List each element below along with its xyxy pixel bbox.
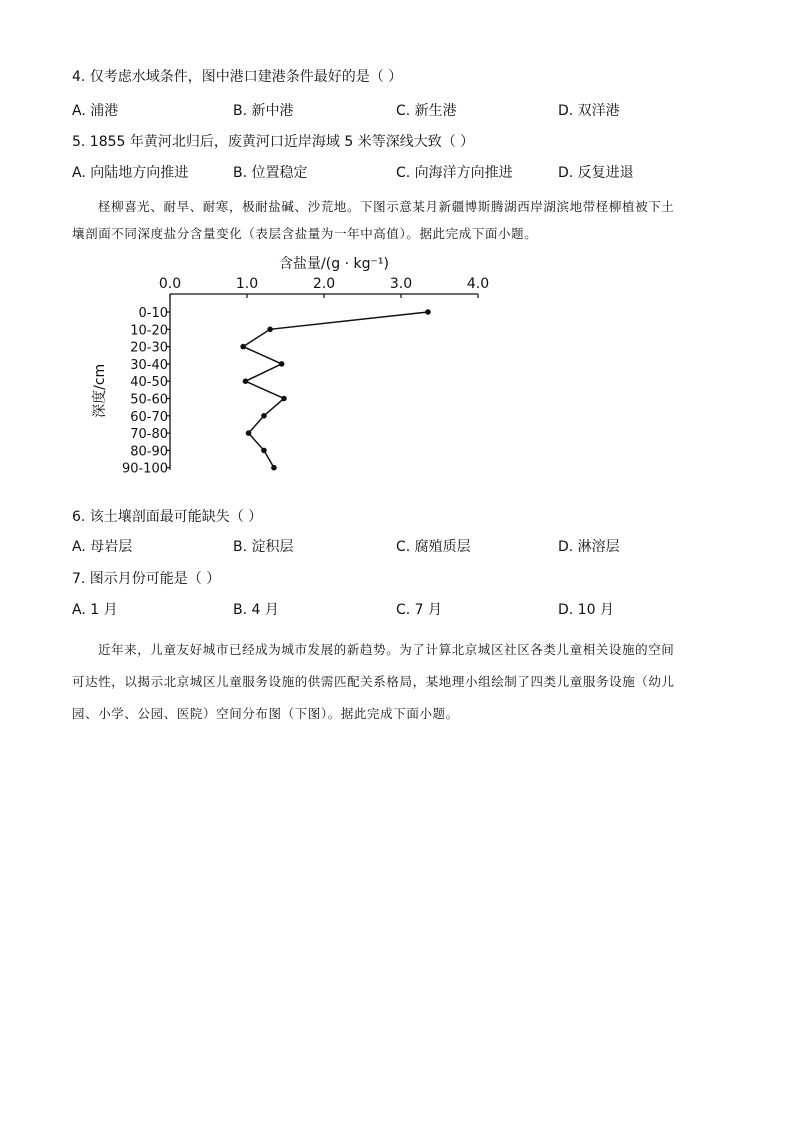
question-6-option-c: C. 腐殖质层 xyxy=(396,539,471,555)
chart-x-tick-label: 1.0 xyxy=(235,276,259,292)
question-5-option-a: A. 向陆地方向推进 xyxy=(72,165,189,181)
chart-x-tick-label: 4.0 xyxy=(466,276,490,292)
question-6-stem: 6. 该土壤剖面最可能缺失（ ） xyxy=(72,509,263,525)
chart-data-point xyxy=(425,309,431,315)
intro-paragraph-child-friendly-city xyxy=(72,640,722,720)
chart-y-tick-label: 60-70 xyxy=(130,409,168,425)
chart-y-tick-label: 90-100 xyxy=(121,461,168,477)
chart-data-point xyxy=(261,413,267,419)
chart-data-point xyxy=(261,448,267,454)
chart-data-point xyxy=(240,344,246,350)
question-5-stem: 5. 1855 年黄河北归后，废黄河口近岸海域 5 米等深线大致（ ） xyxy=(72,134,475,150)
question-5-option-d: D. 反复进退 xyxy=(558,165,634,181)
chart-x-axis-title: 含盐量/(g · kg⁻¹) xyxy=(279,256,389,272)
question-7-option-b: B. 4 月 xyxy=(233,602,279,618)
intro-line: 近年来，儿童友好城市已经成为城市发展的新趋势。为了计算北京城区社区各类儿童相关设施的空间 xyxy=(98,642,675,657)
chart-y-tick-label: 80-90 xyxy=(130,444,168,460)
chart-y-tick-label: 30-40 xyxy=(130,357,168,373)
chart-y-tick-label: 0-10 xyxy=(138,306,168,321)
question-7-stem: 7. 图示月份可能是（ ） xyxy=(72,571,221,587)
chart-y-tick-label: 70-80 xyxy=(130,427,168,443)
chart-data-point xyxy=(246,430,252,436)
question-6-option-d: D. 淋溶层 xyxy=(558,539,620,555)
chart-y-tick-label: 20-30 xyxy=(130,340,168,356)
chart-series-line xyxy=(243,312,428,468)
question-7-option-a: A. 1 月 xyxy=(72,602,118,618)
question-5-option-c: C. 向海洋方向推进 xyxy=(396,165,513,181)
question-4-option-d: D. 双洋港 xyxy=(558,103,620,119)
chart-y-tick-label: 50-60 xyxy=(130,392,168,408)
question-5-option-b: B. 位置稳定 xyxy=(233,165,308,181)
chart-y-tick-label: 40-50 xyxy=(130,375,168,391)
question-6-option-b: B. 淀积层 xyxy=(233,539,294,555)
intro-line: 园、小学、公园、医院）空间分布图（下图）。据此完成下面小题。 xyxy=(72,706,459,721)
intro-line: 壤剖面不同深度盐分含量变化（表层含盐量为一年中高值）。据此完成下面小题。 xyxy=(72,226,538,241)
question-7-option-c: C. 7 月 xyxy=(396,602,443,618)
intro-line: 柽柳喜光、耐旱、耐寒，极耐盐碱、沙荒地。下图示意某月新疆博斯腾湖西岸湖滨地带柽柳植被下土 xyxy=(98,199,675,214)
question-7-option-d: D. 10 月 xyxy=(558,602,614,618)
intro-paragraph-tamarisk xyxy=(72,197,722,247)
chart-x-tick-label: 2.0 xyxy=(312,276,336,292)
chart-data-point xyxy=(271,465,277,471)
question-4-stem: 4. 仅考虑水域条件，图中港口建港条件最好的是（ ） xyxy=(72,69,403,85)
chart-data-point xyxy=(281,396,287,402)
question-6-option-a: A. 母岩层 xyxy=(72,539,133,555)
question-4-option-b: B. 新中港 xyxy=(233,103,294,119)
soil-salt-depth-chart xyxy=(80,250,500,500)
chart-data-point xyxy=(243,378,249,384)
chart-x-tick-label: 3.0 xyxy=(389,276,413,292)
chart-data-point xyxy=(267,327,273,333)
intro-line: 可达性，以揭示北京城区儿童服务设施的供需匹配关系格局，某地理小组绘制了四类儿童服务设施（幼儿 xyxy=(72,674,675,689)
chart-y-axis-title: 深度/cm xyxy=(92,363,108,418)
question-4-option-c: C. 新生港 xyxy=(396,103,457,119)
question-4-option-a: A. 浦港 xyxy=(72,103,119,119)
chart-x-tick-label: 0.0 xyxy=(158,276,182,292)
chart-y-tick-label: 10-20 xyxy=(130,323,168,339)
chart-data-point xyxy=(279,361,285,367)
